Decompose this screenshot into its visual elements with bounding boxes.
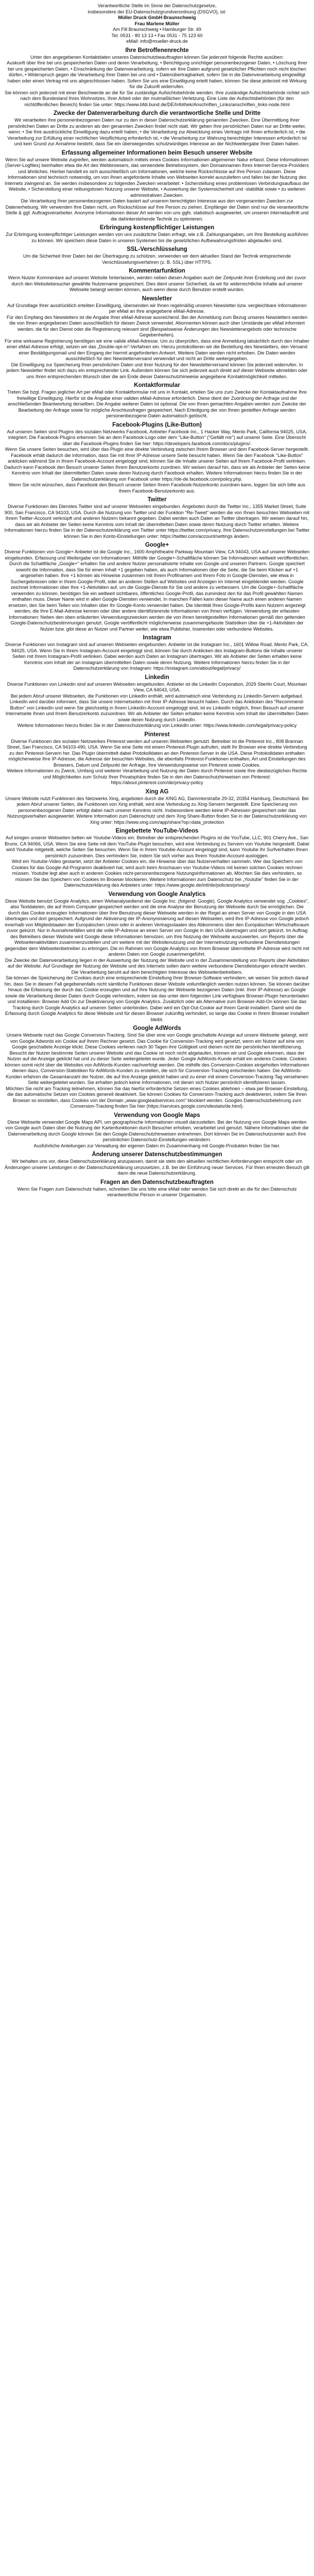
section-paragraph: Unsere Webseite nutzt das Google Conversion-Tracking. Sind Sie über eine von Google geschaltete Anzeige auf unsere Webseite gelangt, wird von Google Adwords ein Cookie auf Ihrem Rechner gesetzt. Das Cookie für Conversion-Tracking wird gesetzt, wenn ein Nutzer auf eine von Google geschaltete Anzeige klickt. Diese Cookies verlieren nach 30 Tagen ihre Gültigkeit und dienen nicht der persönlichen Identifizierung. Besucht der Nutzer bestimmte Seiten unserer Website und das Cookie ist noch nicht abgelaufen, können wir und Google erkennen, dass der Nutzer auf die Anzeige geklickt hat und zu dieser Seite weitergeleitet wurde. Jeder Google AdWords-Kunde erhält ein anderes Cookie. Cookies können somit nicht über die Websites von AdWords-Kunden nachverfolgt werden. Die mithilfe des Conversion-Cookies eingeholten Informationen dienen dazu, Conversion-Statistiken für AdWords-Kunden zu erstellen, die sich für Conversion-Tracking entschieden haben. Die AdWords-Kunden erfahren die Gesamtanzahl der Nutzer, die auf ihre Anzeige geklickt haben und zu einer mit einem Conversion-Tracking-Tag versehenen Seite weitergeleitet wurden. Sie erhalten jedoch keine Informationen, mit denen sich Nutzer persönlich identifizieren lassen. [5,1032,309,1085]
section-paragraph: Wenn Sie Fragen zum Datenschutz haben, schreiben Sie uns bitte eine eMail oder wenden Sie sich direkt an die für den Datenschutz verantwortliche Person in unserer Organisation. [17,1186,297,1197]
section-heading: Xing AG [145,788,169,795]
section-paragraph: Wird ein Youtube-Video gestartet, setzt der Anbieter Cookies ein, die Hinweise über das Nutzerverhalten sammeln. Wer das Speichern von Cookies für das Google-Ad-Programm deaktiviert hat, wird auch beim Anschauen von Youtube-Videos mit keinen solchen Cookies rechnen müssen. Youtube legt aber auch in anderen Cookies nicht-personenbezogene Nutzungsinformationen ab. Möchten Sie dies verhindern, so müssen Sie das Speichern von Cookies im Browser blockieren. Weitere Informationen zum Datenschutz bei „Youtube" finden Sie in der Datenschutzerklärung des Anbieters unter: https://www.google.de/intl/de/policies/privacy/ [11,859,303,888]
policy-section [4,732,310,786]
policy-section [4,635,310,672]
policy-sections [4,47,310,1198]
section-heading: Google AdWords [133,1025,181,1031]
policy-section [4,789,310,826]
section-paragraph: Diverse Funktionen von Google+ Anbieter ist die Google Inc., 1600 Amphitheatre Parkway Mountain View, CA 94043, USA auf unserer Webseiten eingebunden. Erfassung und Weitergabe von Informationen: Mithilfe der Google+-Schaltfläche können Sie Informationen weltweit veröffentlichen. Durch die Schaltfläche „Google+" erhalten Sie und andere Nutzer personalisierte Inhalte von Google und unseren Partnern. Google speichert sowohl die Information, dass Sie für einen Inhalt +1 gegeben haben, als auch Informationen über die Seite, die Sie beim Klicken auf +1 angesehen haben. Ihre +1 können als Hinweise zusammen mit Ihrem Profilnamen und Ihrem Foto in Google-Diensten, wie etwa in Suchergebnissen oder in Ihrem Google-Profil, oder an anderen Stellen auf Websites und Anzeigen im Internet eingeblendet werden. Google zeichnet Informationen über Ihre +1-Aktivitäten auf, um die Google-Dienste für Sie und andere zu verbessern. Um die Google+-Schaltfläche verwenden zu können, benötigen Sie ein weltweit sichtbares, öffentliches Google-Profil, das zumindest den für das Profil gewählten Namen enthalten muss. Dieser Name wird in allen Google-Diensten verwendet. In manchen Fällen kann dieser Name auch einen anderen Namen ersetzen, den Sie beim Teilen von Inhalten über Ihr Google-Konto verwendet haben. Die Identität Ihres Google-Profils kann Nutzern angezeigt werden, die Ihre E-Mail-Adresse kennen oder über andere identifizierende Informationen von Ihnen verfügen. Verwendung der erfassten Informationen: Neben den oben erläuterten Verwendungszwecken werden die von Ihnen bereitgestellten Informationen gemäß den geltenden Google-Datenschutzbestimmungen genutzt. Google veröffentlicht möglicherweise zusammengefasste Statistiken über die +1-Aktivitäten der Nutzer bzw. gibt diese an Nutzer und Partner weiter, wie etwa Publisher, Inserenten oder verbundene Websites. [4,549,310,632]
section-paragraph: Auf Grundlage Ihrer ausdrücklich erteilten Einwilligung, übersenden wir Ihnen regelmäßig unseren Newsletter bzw. vergleichbare Informationen per eMail an Ihre angegebene eMail-Adresse. [7,302,307,314]
policy-section [4,542,310,632]
section-paragraph: Ausführliche Anleitungen zur Verwaltung der eigenen Daten im Zusammenhang mit Google-Produkten finden Sie hier. [33,1143,281,1148]
policy-section [4,150,310,223]
policy-section [4,497,310,539]
section-paragraph: Wenn Sie auf unsere Website zugreifen, werden automatisch mittels eines Cookies Informationen allgemeiner Natur erfasst. Diese Informationen (Server-Logfiles) beinhalten etwa die Art des Webbrowsers, das verwendete Betriebssystem, den Domainnamen Ihres Internet-Service-Providers und ähnliches. Hierbei handelt es sich ausschließlich um Informationen, welche keine Rückschlüsse auf Ihre Person zulassen. Diese Informationen sind technisch notwendig, um von Ihnen angeforderte Inhalte von Webseiten korrekt auszuliefern und fallen bei der Nutzung des Internets zwingend an. Sie werden insbesondere zu folgenden Zwecken verarbeitet: • Sicherstellung eines problemlosen Verbindungsaufbaus der Website, • Sicherstellung einer reibungslosen Nutzung unserer Website, • Auswertung der Systemsicherheit und -stabilität sowie • zu weiteren administrativen Zwecken. [4,157,310,198]
policy-section [4,828,310,889]
policy-section [4,268,310,293]
section-paragraph: Die Zwecke der Datenverarbeitung liegen in der Auswertung der Nutzung der Website und in der Zusammenstellung von Reports über Aktivitäten auf der Website. Auf Grundlage der Nutzung der Website und des Internets sollen dann weitere verbundene Dienstleistungen erbracht werden. Die Verarbeitung beruht auf dem berechtigten Interesse des Webseitenbetreibers. [5,957,309,975]
policy-section [4,1179,310,1198]
policy-section [4,1025,310,1110]
section-heading: Erbringung kostenpflichtiger Leistungen [99,225,215,231]
section-heading: SSL-Verschlüsselung [127,246,187,252]
section-heading: Twitter [147,497,167,503]
section-heading: Verwendung von Google Analytics [108,891,206,897]
section-heading: Google+ [145,542,169,548]
section-paragraph: Für den Empfang des Newsletters ist die Angabe Ihrer eMail-Adresse ausreichend. Bei der Anmeldung zum Bezug unseres Newsletters werden die von Ihnen angegebenen Daten ausschließlich für diesen Zweck verwendet. Abonnenten können auch über Umstände per eMail informiert werden, die für den Dienst oder die Registrierung relevant sind (Beispielsweise Änderungen des Newsletterangebots oder technische Gegebenheiten). [6,314,308,337]
email-line: eMail: info@mueller-druck.de [126,39,188,44]
section-paragraph: Wenn Sie unsere Seiten besuchen, wird über das Plugin eine direkte Verbindung zwischen Ihrem Browser und dem Facebook-Server hergestellt. Facebook erhält dadurch die Information, dass Sie mit Ihrer IP-Adresse unsere Seite besucht haben. Wenn Sie den Facebook "Like-Button" anklicken während Sie in Ihrem Facebook-Account eingeloggt sind, können Sie die Inhalte unserer Seiten auf Ihrem Facebook-Profil verlinken. Dadurch kann Facebook den Besuch unserer Seiten Ihrem Benutzerkonto zuordnen. Wir weisen darauf hin, dass wir als Anbieter der Seiten keine Kenntnis vom Inhalt der übermittelten Daten sowie deren Nutzung durch Facebook erhalten. Weitere Informationen hierzu finden Sie in der Datenschutzerklärung von Facebook unter https://de-de.facebook.com/policy.php. [4,447,310,482]
section-heading: Eingebettete YouTube-Videos [115,828,199,834]
section-paragraph: Wenn Sie nicht wünschen, dass Facebook den Besuch unserer Seiten Ihrem Facebook-Nutzerkonto zuordnen kann, loggen Sie sich bitte aus Ihrem Facebook-Benutzerkonto aus. [9,482,305,494]
section-paragraph: Treten Sie bzgl. Fragen jeglicher Art per eMail oder Kontaktformular mit uns in Kontakt, erteilen Sie uns zum Zwecke der Kontaktaufnahme Ihre freiwillige Einwilligung. Hierfür ist die Angabe einer validen eMail-Adresse erforderlich. Diese dient der Zuordnung der Anfrage und der anschließenden Beantwortung derselben. Die Angabe weiterer Daten ist optional. Die von Ihnen gemachten Angaben werden zum Zwecke der Bearbeitung der Anfrage sowie für mögliche Anschlussfragen gespeichert. Nach Erledigung der von Ihnen gestellten Anfrage werden personenbezogene Daten automatisch gelöscht. [7,389,307,418]
section-paragraph: Diese Webseite verwendet Google Maps API, um geographische Informationen visuell darzustellen. Bei der Nutzung von Google Maps werden von Google auch Daten über die Nutzung der Kartenfunktionen durch Besucher erhoben, verarbeitet und genutzt. Nähere Informationen über die Datenverarbeitung durch Google können Sie den Google-Datenschutzhinweisen entnehmen. Dort können Sie im Datenschutzcenter auch Ihre persönlichen Datenschutz-Einstellungen verändern. [5,1119,309,1142]
section-paragraph: Auskunft über Ihre bei uns gespeicherten Daten und deren Verarbeitung, • Berichtigung unrichtiger personenbezogener Daten, • Löschung Ihrer bei uns gespeicherten Daten, • Einschränkung der Datenverarbeitung, sofern wir Ihre Daten aufgrund gesetzlicher Pflichten noch nicht löschen dürfen, • Widerspruch gegen die Verarbeitung Ihrer Daten bei uns und • Datenübertragbarkeit, sofern Sie in die Datenverarbeitung eingewilligt haben oder einen Vertrag mit uns abgeschlossen haben. Sofern Sie uns eine Einwilligung erteilt haben, können Sie diese jederzeit mit Wirkung für die Zukunft widerrufen. [6,60,308,89]
intro-line: insbesondere der EU-Datenschutzgrundverordnung (DSGVO), ist: [88,9,226,14]
phone-fax-line: Tel. 0531 - 80 13 13 • Fax 0531 - 75 123 60 [111,32,203,38]
section-heading: Kontaktformular [134,382,180,388]
section-paragraph: Weitere Informationen zu Zweck, Umfang und weiterer Verarbeitung und Nutzung der Daten durch Pinterest sowie Ihre diesbezüglichen Rechte und Möglichkeiten zum Schutz Ihrer Privatsphäre finden Sie in den den Datenschutzhinweisen von Pinterest: https://about.pinterest.com/de/privacy-policy [7,768,307,785]
section-paragraph: Diverse Funktionen von Instagram sind auf unseren Webseiten eingebunden. Anbieter ist die Instagram Inc., 1601 Willow Road, Menlo Park, CA, 94025, USA. Wenn Sie in Ihrem Instagram-Account eingeloggt sind, können Sie durch Anklicken des Instagram-Buttons die Inhalte unserer Seiten mit Ihrem Instagram-Profil verlinken. Dabei werden auch Daten an Instagram übertragen. Wir als Anbieter der Seiten erhalten keine Kenntnis vom Inhalt der an Instagram übermittelten Daten sowie deren Nutzung. Weitere Informationen hierzu finden Sie in der Datenschutzerklärung von Instagram: https://instagram.com/about/legal/privacy/ [5,642,309,671]
controller-info [4,3,310,45]
policy-section [4,246,310,265]
section-heading: Newsletter [142,295,172,302]
section-heading: Fragen an den Datenschutzbeauftragten [100,1179,214,1185]
policy-section [4,422,310,495]
section-paragraph: Weitere Informationen hierzu finden Sie in der Datenschutzerklärung von LinkedIn unter: https://www.linkedin.com/legal/privacy-policy [17,723,297,728]
section-heading: Pinterest [144,731,170,738]
address-line: Am Fill Braunschweig • Hamburger Str. 49 [113,27,201,32]
section-paragraph: Diverse Funktionen des Dienstes Twitter sind auf unserer Webseiten eingebunden. Angeboten durch die Twitter Inc., 1355 Market Street, Suite 900, San Francisco, CA 94103, USA. Durch die Nutzung von Twitter und der Funktion "Re-Tweet" werden die von Ihnen besuchten Webseiten mit Ihrem Twitter-Account verknüpft und anderen Nutzern bekannt gegeben. Dabei werden auch Daten an Twitter übertragen. Wir weisen darauf hin, dass wir als Anbieter der Seiten keine Kenntnis vom Inhalt der übermittelten Daten sowie deren Nutzung durch Twitter erhalten. Weitere Informationen hierzu finden Sie in der Datenschutzerklärung von Twitter unter https://twitter.com/privacy. Ihre Datenschutzeinstellungen bei Twitter können Sie in den Konto-Einstellungen unter: https://twitter.com/account/settings ändern. [4,504,310,539]
contact-person: Frau Marlene Müller [134,21,180,26]
section-paragraph: Wir verarbeiten Ihre personenbezogenen Daten nur zu den in dieser Datenschutzerklärung genannten Zwecken. Eine Übermittlung Ihrer persönlichen Daten an Dritte zu anderen als den genannten Zwecken findet nicht statt. Wir geben Ihre persönlichen Daten nur an Dritte weiter, wenn: • Sie Ihre ausdrückliche Einwilligung dazu erteilt haben, • die Verarbeitung zur Abwicklung eines Vertrags mit Ihnen erforderlich ist, • die Verarbeitung zur Erfüllung einer rechtlichen Verpflichtung erforderlich ist, • die Verarbeitung zur Wahrung berechtigter Interessen erforderlich ist und kein Grund zur Annahme besteht, dass Sie ein überwiegendes schutzwürdiges Interesse an der Nichtweitergabe Ihrer Daten haben. [7,117,307,146]
section-paragraph: Möchten Sie nicht am Tracking teilnehmen, können Sie das hierfür erforderliche Setzen eines Cookies ablehnen – etwa per Browser-Einstellung, die das automatische Setzen von Cookies generell deaktiviert. Sie können Cookies für Conversion-Tracking auch deaktivieren, indem Sie Ihren Browser so einstellen, dass Cookies von der Domain „www.googleadservices.com" blockiert werden. Googles Datenschutzbelehrung zum Conversion-Tracking finden Sie hier (https://services.google.com/sitestats/de.html). [6,1086,308,1109]
policy-section [4,1112,310,1149]
section-paragraph: Diese Website benutzt Google Analytics, einen Webanalysedienst der Google Inc. (folgend: Google). Google Analytics verwendet sog. „Cookies", also Textdateien, die auf Ihrem Computer gespeichert werden und die eine Analyse der Benutzung der Webseite durch Sie ermöglichen. Die durch das Cookie erzeugten Informationen über Ihre Benutzung dieser Webseite werden in der Regel an einen Server von Google in den USA übertragen und dort gespeichert. Aufgrund der Aktivierung der IP-Anonymisierung auf diesen Webseiten, wird Ihre IP-Adresse von Google jedoch innerhalb von Mitgliedstaaten der Europäischen Union oder in anderen Vertragsstaaten des Abkommens über den Europäischen Wirtschaftsraum zuvor gekürzt. Nur in Ausnahmefällen wird die volle IP-Adresse an einen Server von Google in den USA übertragen und dort gekürzt. Im Auftrag des Betreibers dieser Website wird Google diese Informationen benutzen, um Ihre Nutzung der Webseite auszuwerten, um Reports über die Webseitenaktivitäten zusammenzustellen und um weitere mit der Websitenutzung und der Internetnutzung verbundene Dienstleistungen gegenüber dem Webseitenbetreiber zu erbringen. Die im Rahmen von Google Analytics von Ihrem Browser übermittelte IP-Adresse wird nicht mit anderen Daten von Google zusammengeführt. [5,898,309,957]
section-heading: Zwecke der Datenverarbeitung durch die verantwortliche Stelle und Dritte [54,110,260,116]
section-paragraph: Sie können sich jederzeit mit einer Beschwerde an die für Sie zuständige Aufsichtsbehörde wenden. Ihre zuständige Aufsichtsbehörde richtet sich nach dem Bundesland Ihres Wohnsitzes, Ihrer Arbeit oder der mutmaßlichen Verletzung. Eine Liste der Aufsichtsbehörden (für den nichtöffentlichen Bereich) finden Sie unter: https://www.bfdi.bund.de/DE/Infothek/Anschriften_Links/anschriften_links-node.html [5,90,309,107]
policy-section [4,1151,310,1177]
section-paragraph: Bei jedem Abruf unserer Webseiten, die Funktionen von LinkedIn enthält, wird automatisch eine Verbindung zu LinkedIn-Servern aufgebaut. LinkedIn wird darüber informiert, dass Sie unsere Internetseiten mit Ihrer IP-Adresse besucht haben. Durch das Anklicken des "Recommend-Button" von LinkedIn und wenn Sie gleichzeitig in Ihrem LinkedIn-Account eingeloggt sind, ist es LinkedIn möglich, Ihren Besuch auf unserer Internetseite Ihnen und Ihrem Benutzerkonto zuzuordnen. Wir als Anbieter der Seiten erhalten keine Kenntnis vom Inhalt der übermittelten Daten sowie deren Nutzung durch LinkedIn. [5,693,309,722]
section-heading: Änderung unserer Datenschutzbestimmungen [92,1151,222,1158]
policy-section [4,110,310,147]
section-paragraph: Um die Sicherheit Ihrer Daten bei der Übertragung zu schützen, verwenden wir dem aktuellen Stand der Technik entsprechende Verschlüsselungsverfahren (z. B. SSL) über HTTPS. [23,253,291,265]
section-heading: Linkedin [145,674,169,681]
section-heading: Facebook-Plugins (Like-Button) [112,421,202,428]
policy-section [4,296,310,380]
section-heading: Instagram [143,635,171,641]
section-paragraph: Wir behalten uns vor, diese Datenschutzerklärung anzupassen, damit sie stets den aktuellen rechtlichen Anforderungen entspricht oder um Änderungen unserer Leistungen in der Datenschutzerklärung umzusetzen, z.B. bei der Einführung neuer Services. Für Ihren erneuten Besuch gilt dann die neue Datenschutzerklärung. [5,1159,309,1176]
policy-section [4,382,310,419]
section-paragraph: Die Einwilligung zur Speicherung Ihrer persönlichen Daten und ihrer Nutzung für den Newsletterversand können Sie jederzeit widerrufen. In jedem Newsletter findet sich dazu ein entsprechender Link. Außerdem können Sie sich jederzeit auch direkt auf dieser Webseite abmelden oder uns Ihren entsprechenden Wunsch über die am Ende dieser Datenschutzhinweise angegebene Kontaktmöglichkeit mitteilen. [6,362,308,379]
policy-section [4,47,310,108]
policy-section [4,891,310,1023]
section-heading: Kommentarfunktion [129,268,185,274]
section-paragraph: Wenn Nutzer Kommentare auf unserer Website hinterlassen, werden neben diesen Angaben auch der Zeitpunkt ihrer Erstellung und der zuvor durch den Websitebesucher gewählte Nutzername gespeichert. Dies dient unserer Sicherheit, da wir für widerrechtliche Inhalte auf unserer Webseite belangt werden können, auch wenn diese durch Benutzer erstellt wurden. [8,275,306,292]
section-paragraph: Diverse Funktionen von Linkedin sind auf unseren Webseiten eingebunden. Anbieter ist die LinkedIn Corporation, 2029 Stierlin Court, Mountain View, CA 94043, USA. [7,681,307,692]
section-heading: Erfassung allgemeiner Informationen beim Besuch unserer Website [61,149,253,156]
section-paragraph: Unsere Website nutzt Funktionen des Netzwerks Xing, angeboten durch die XING AG, Dammtorstraße 29-32, 20354 Hamburg, Deutschland. Bei jedem Abruf unserer Seiten, die Funktionen von Xing enthält, wird eine Verbindung zu Xing-Servern hergestellt. Eine Speicherung von personenbezogenen Daten erfolgt dabei nach unserer Kenntnis nicht. Insbesondere werden keine IP-Adressen gespeichert oder das Nutzungsverhalten ausgewertet. Weitere Information zum Datenschutz und dem Xing Share-Button finden Sie in der Datenschutzerklärung von Xing unter: https://www.xing.com/app/share?op=data_protection [5,795,309,825]
section-heading: Verwendung von Google Maps [114,1112,200,1118]
section-paragraph: Für eine wirksame Registrierung benötigen wir eine valide eMail-Adresse. Um zu überprüfen, dass eine Anmeldung tatsächlich durch den Inhaber einer eMail-Adresse erfolgt, setzen wir das „Double-opt-in"-Verfahren ein. Hierzu protokollieren wir die Bestellung des Newsletters, den Versand einer Bestätigungsmail und den Eingang der hiermit angeforderten Antwort. Weitere Daten werden nicht erhoben. Die Daten werden ausschließlich für den Newsletterversand verwendet und nicht an Dritte weitergegeben. [5,338,309,361]
policy-section [4,674,310,729]
section-paragraph: Unter den angegebenen Kontaktdaten unseres Datenschutzbeauftragten können Sie jederzeit folgende Rechte ausüben: [30,54,284,60]
company-name: Müller Druck GmbH Braunschweig [118,15,196,20]
policy-section [4,225,310,244]
section-paragraph: Diverse Funktionen des sozialen Netzwerkes Pinterest werden auf unseren Webseiten genutzt. Betreiber ist die Pinterest Inc., 808 Brannan Street, San Francisco, CA 94103-490, USA. Wenn Sie eine Seite mit einem Pinterest-Plugin aufrufen, stellt Ihr Browser eine direkte Verbindung zu den Pinterest-Servern her. Das Plugin übermittelt dabei Protokolldaten an den Pinterest-Server in die USA. Diese Protokolldaten enthalten möglicherweise Ihre IP-Adresse, die Adresse der besuchten Websites, die ebenfalls Pinterest-Funktionen enthalten, Art und Einstellungen des Browsers, Datum und Zeitpunkt der Anfrage, Ihre Verwendungsweise von Pinterest sowie Cookies. [7,738,307,768]
section-paragraph: Die Verarbeitung Ihrer personenbezogenen Daten basiert auf unserem berechtigten Interesse aus den vorgenannten Zwecken zur Datenerhebung. Wir verwenden Ihre Daten nicht, um Rückschlüsse auf Ihre Person zu ziehen. Empfänger der Daten sind nur die verantwortliche Stelle & ggf. Auftragsverarbeiter. Anonyme Informationen dieser Art werden von uns ggfs. statistisch ausgewertet, um unseren Internetauftritt und die dahinterstehende Technik zu optimieren. [5,198,309,222]
section-paragraph: Auf einigen unserer Webseiten betten wir Youtube-Videos ein. Betreiber der entsprechenden Plugins ist die YouTube, LLC, 901 Cherry Ave., San Bruno, CA 94066, USA. Wenn Sie eine Seite mit dem YouTube-Plugin besuchen, wird eine Verbindung zu Servern von Youtube hergestellt. Dabei wird Youtube mitgeteilt, welche Seiten Sie besuchen. Wenn Sie in Ihrem Youtube-Account eingeloggt sind, kann Youtube Ihr Surfverhalten Ihnen persönlich zuzuordnen. Dies verhindern Sie, indem Sie sich vorher aus Ihrem Youtube-Account ausloggen. [5,835,309,858]
section-heading: Ihre Betroffenenrechte [125,47,189,54]
section-paragraph: Auf unseren Seiten sind Plugins des sozialen Netzwerks Facebook, Anbieter Facebook Inc., 1 Hacker Way, Menlo Park, California 94025, USA, integriert. Die Facebook-Plugins erkennen Sie an dem Facebook-Logo oder dem "Like-Button" ("Gefällt mir") auf unserer Seite. Eine Übersicht über die Facebook-Plugins finden Sie hier: https://developers.facebook.com/docs/plugins/. [7,429,307,446]
section-paragraph: Zur Erbringung kostenpflichtiger Leistungen werden von uns zusätzliche Daten erfragt, wie z.B. Zahlungsangaben, um Ihre Bestellung ausführen zu können. Wir speichern diese Daten in unseren Systemen bis die gesetzlichen Aufbewahrungsfristen abgelaufen sind. [6,232,308,243]
section-paragraph: Sie können die Speicherung der Cookies durch eine entsprechende Einstellung Ihrer Browser-Software verhindern; wir weisen Sie jedoch darauf hin, dass Sie in diesem Fall gegebenenfalls nicht sämtliche Funktionen dieser Website vollumfänglich werden nutzen können. Sie können darüber hinaus die Erfassung der durch das Cookie erzeugten und auf Ihre Nutzung der Webseite bezogenen Daten (inkl. Ihrer IP-Adresse) an Google sowie die Verarbeitung dieser Daten durch Google verhindern, indem sie das unter dem folgenden Link verfügbare Browser-Plugin herunterladen und installieren: Browser Add On zur Deaktivierung von Google Analytics. Zusätzlich oder als Alternative zum Browser-Add-On können Sie das Tracking durch Google Analytics auf unseren Seiten unterbinden. Dabei wird ein Opt-Out-Cookie auf Ihrem Gerät installiert. Damit wird die Erfassung durch Google Analytics für diese Website und für diesen Browser zukünftig verhindert, so lange das Cookie in Ihrem Browser installiert bleibt. [4,975,310,1022]
intro-line: Verantwortliche Stelle im Sinne der Datenschutzgesetze, [97,3,217,8]
